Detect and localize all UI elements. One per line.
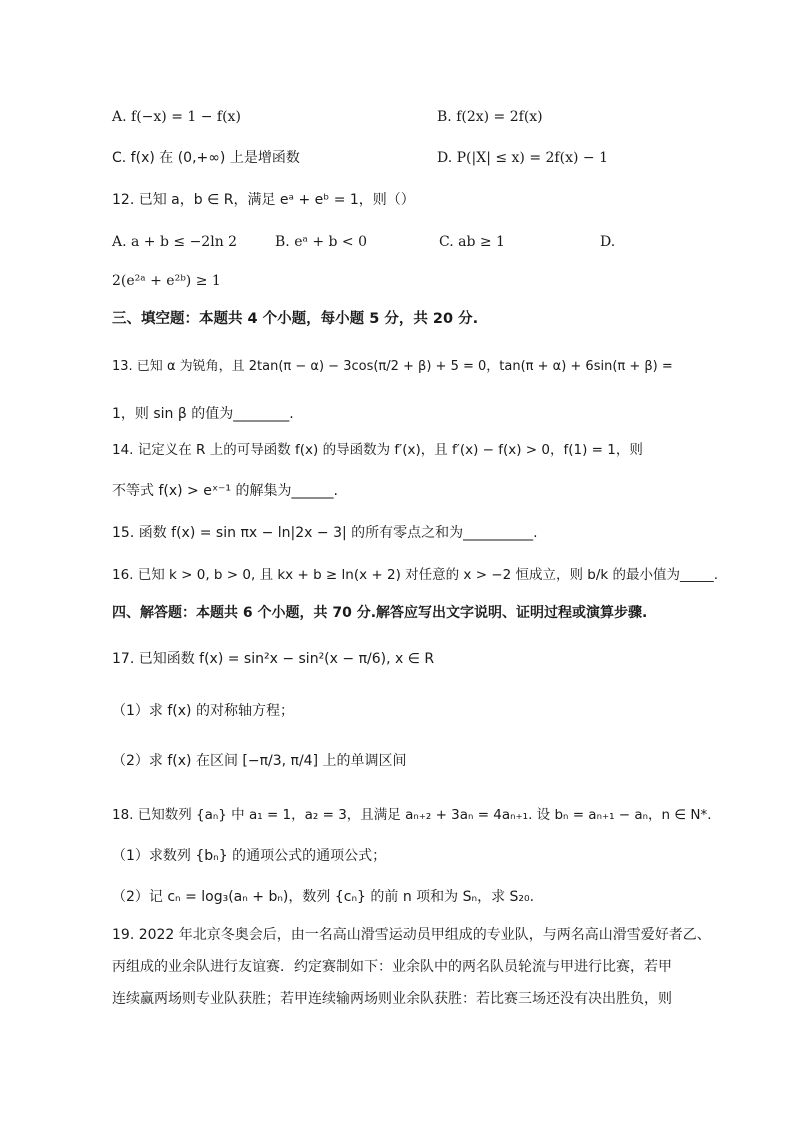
q11-option-a: A. f(−x) = 1 − f(x) bbox=[112, 109, 241, 125]
q17-stem: 17. 已知函数 f(x) = sin²x − sin²(x − π/6), x ∈ R bbox=[112, 651, 435, 667]
q18-part1: （1）求数列 {bₙ} 的通项公式的通项公式； bbox=[112, 848, 387, 864]
q12-option-d-content: 2(e²ᵃ + e²ᵇ) ≥ 1 bbox=[112, 273, 221, 289]
q12-option-a: A. a + b ≤ −2ln 2 bbox=[112, 234, 238, 250]
q13-line2: 1，则 sin β 的值为________. bbox=[112, 406, 294, 422]
q12-stem: 12. 已知 a，b ∈ R，满足 eᵃ + eᵇ = 1，则（） bbox=[112, 192, 415, 208]
q19-line1: 19. 2022 年北京冬奥会后，由一名高山滑雪运动员甲组成的专业队，与两名高山滑雪爱好者乙、 bbox=[112, 927, 711, 943]
q14-line1: 14. 记定义在 R 上的可导函数 f(x) 的导函数为 f′(x)，且 f′(x) − f(x) > 0，f(1) = 1，则 bbox=[112, 442, 643, 458]
q11-option-c: C. f(x) 在 (0,+∞) 上是增函数 bbox=[112, 150, 300, 166]
section-4-heading: 四、解答题：本题共 6 个小题，共 70 分.解答应写出文字说明、证明过程或演算步骤. bbox=[112, 605, 648, 621]
q17-part2: （2）求 f(x) 在区间 [−π/3, π/4] 上的单调区间 bbox=[112, 753, 407, 769]
q12-option-d: D. bbox=[600, 234, 616, 250]
q17-part1: （1）求 f(x) 的对称轴方程； bbox=[112, 703, 294, 719]
q11-option-b: B. f(2x) = 2f(x) bbox=[437, 109, 543, 125]
q15: 15. 函数 f(x) = sin πx − ln|2x − 3| 的所有零点之和为__________. bbox=[112, 525, 538, 541]
q18-part2: （2）记 cₙ = log₃(aₙ + bₙ)，数列 {cₙ} 的前 n 项和为 Sₙ，求 S₂₀. bbox=[112, 889, 535, 905]
q12-option-b: B. eᵃ + b < 0 bbox=[275, 234, 368, 250]
q13-line1: 13. 已知 α 为锐角，且 2tan(π − α) − 3cos(π/2 + β) + 5 = 0，tan(π + α) + 6sin(π + β) = bbox=[112, 359, 673, 374]
q11-option-d: D. P(|X| ≤ x) = 2f(x) − 1 bbox=[437, 150, 608, 166]
q19-line2: 丙组成的业余队进行友谊赛．约定赛制如下：业余队中的两名队员轮流与甲进行比赛，若甲 bbox=[112, 959, 672, 975]
q12-option-c: C. ab ≥ 1 bbox=[439, 234, 505, 250]
q18-stem: 18. 已知数列 {aₙ} 中 a₁ = 1，a₂ = 3，且满足 aₙ₊₂ + 3aₙ = 4aₙ₊₁. 设 bₙ = aₙ₊₁ − aₙ，n ∈ N*. bbox=[112, 807, 712, 823]
section-3-heading: 三、填空题：本题共 4 个小题，每小题 5 分，共 20 分. bbox=[112, 311, 479, 327]
q16: 16. 已知 k > 0, b > 0, 且 kx + b ≥ ln(x + 2) 对任意的 x > −2 恒成立，则 b/k 的最小值为_____. bbox=[112, 567, 719, 583]
q14-line2: 不等式 f(x) > eˣ⁻¹ 的解集为______. bbox=[112, 483, 338, 499]
q19-line3: 连续赢两场则专业队获胜；若甲连续输两场则业余队获胜：若比赛三场还没有决出胜负，则 bbox=[112, 991, 672, 1007]
